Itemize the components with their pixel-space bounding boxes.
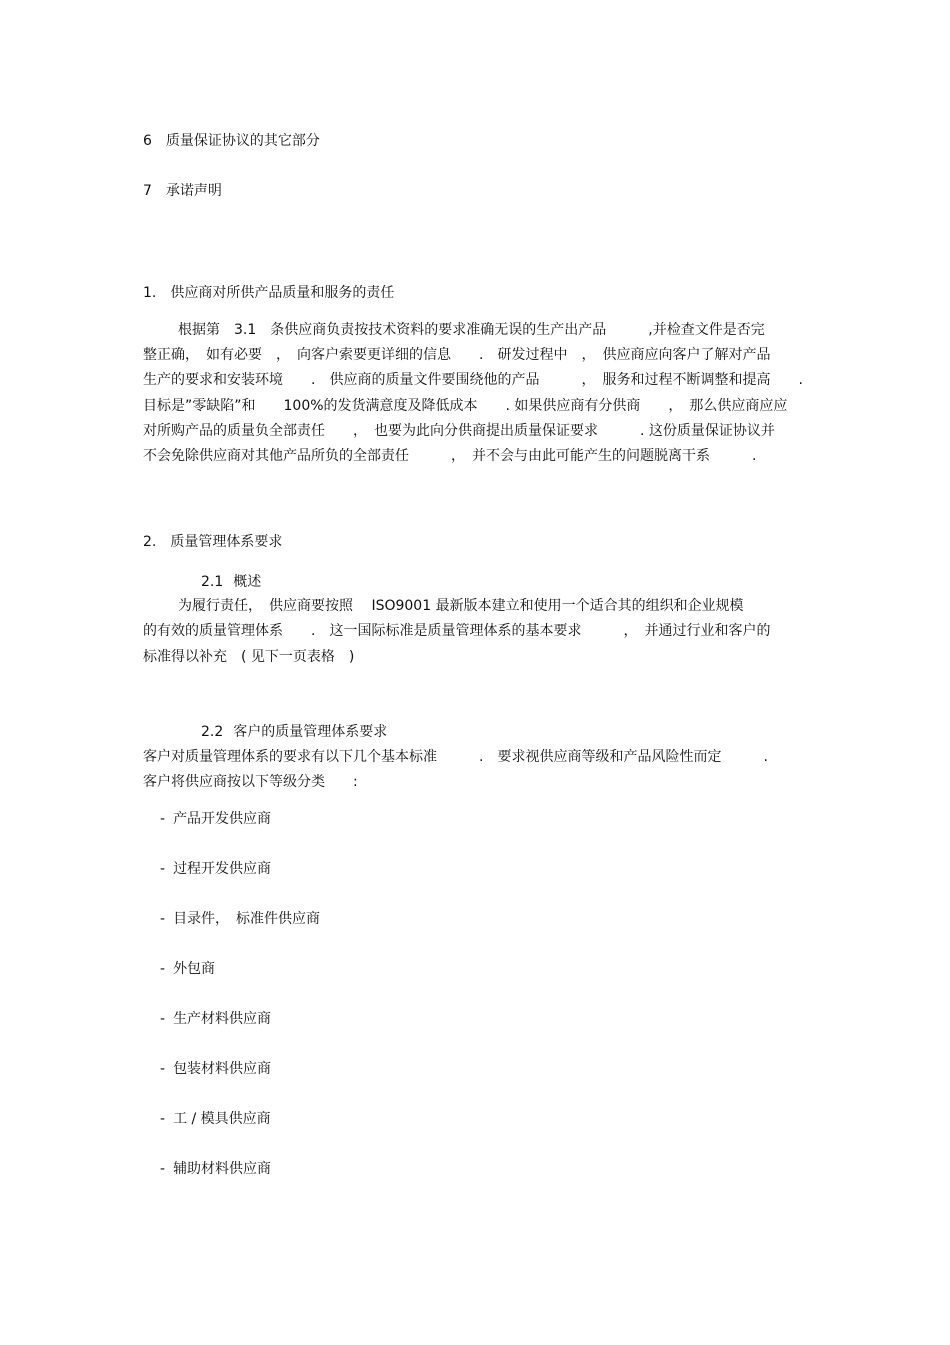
section-title: 供应商对所供产品质量和服务的责任: [170, 285, 395, 301]
section-1-paragraph-line: 生产的要求和安装环境 . 供应商的质量文件要围绕他的产品 ， 服务和过程不断调整和提高 .: [143, 372, 803, 388]
list-dash: -: [160, 861, 166, 877]
section-title: 质量管理体系要求: [170, 534, 283, 550]
list-item-text: 工 / 模具供应商: [173, 1111, 271, 1127]
list-item: [160, 860, 271, 878]
subsection-number: 2.2: [201, 724, 224, 740]
list-item-text: 产品开发供应商: [173, 811, 272, 827]
toc-text: 承诺声明: [165, 183, 222, 199]
subsection-title: 概述: [233, 574, 262, 590]
list-item: [160, 1010, 271, 1028]
list-dash: -: [160, 1111, 166, 1127]
subsection-title: 客户的质量管理体系要求: [233, 724, 388, 740]
list-item: [160, 960, 215, 978]
toc-item-7: [143, 182, 222, 200]
section-1-paragraph-line: 整正确， 如有必要 ， 向客户索要更详细的信息 . 研发过程中 ， 供应商应向客户了解对产品: [143, 347, 771, 363]
section-2-heading: [143, 533, 282, 551]
subsection-2-2-paragraph-line: 客户对质量管理体系的要求有以下几个基本标准 . 要求视供应商等级和产品风险性而定 .: [143, 749, 768, 765]
list-item: [160, 1160, 271, 1178]
section-1-paragraph-line: 根据第 3.1 条供应商负责按技术资料的要求准确无误的生产出产品 ,并检查文件是否完: [178, 322, 765, 338]
list-item-text: 过程开发供应商: [173, 861, 272, 877]
subsection-number: 2.1: [201, 574, 224, 590]
subsection-2-1-paragraph-line: 标准得以补充 ( 见下一页表格 ): [143, 649, 355, 665]
list-dash: -: [160, 811, 166, 827]
toc-number: 7: [143, 183, 152, 199]
section-1-heading: [143, 284, 394, 302]
toc-item-6: [143, 132, 320, 150]
toc-number: 6: [143, 133, 152, 149]
list-dash: -: [160, 1011, 166, 1027]
subsection-2-2-heading: [201, 723, 387, 741]
list-dash: -: [160, 911, 166, 927]
list-item-text: 生产材料供应商: [173, 1011, 272, 1027]
list-item: [160, 1060, 271, 1078]
subsection-2-1-paragraph-line: 的有效的质量管理体系 . 这一国际标准是质量管理体系的基本要求 ， 并通过行业和客户的: [143, 623, 771, 639]
list-item-text: 外包商: [173, 961, 216, 977]
section-1-paragraph-line: 目标是”零缺陷”和 100%的发货满意度及降低成本 . 如果供应商有分供商 ， 那么供应商应应: [143, 398, 788, 414]
list-item-text: 目录件， 标准件供应商: [173, 911, 321, 927]
toc-text: 质量保证协议的其它部分: [165, 133, 320, 149]
section-1-paragraph-line: 对所购产品的质量负全部责任 ， 也要为此向分供商提出质量保证要求 . 这份质量保证协议并: [143, 423, 775, 439]
list-item: [160, 910, 320, 928]
list-item: [160, 1110, 271, 1128]
list-dash: -: [160, 961, 166, 977]
list-dash: -: [160, 1161, 166, 1177]
list-item: [160, 810, 271, 828]
list-item-text: 包装材料供应商: [173, 1061, 272, 1077]
section-number: 2.: [143, 534, 157, 550]
subsection-2-1-paragraph-line: 为履行责任， 供应商要按照 ISO9001 最新版本建立和使用一个适合其的组织和企业规模: [178, 598, 744, 614]
section-number: 1.: [143, 285, 157, 301]
section-1-paragraph-line: 不会免除供应商对其他产品所负的全部责任 ， 并不会与由此可能产生的问题脱离干系 .: [143, 448, 757, 464]
subsection-2-2-paragraph-line: 客户将供应商按以下等级分类 :: [143, 774, 358, 790]
list-item-text: 辅助材料供应商: [173, 1161, 272, 1177]
list-dash: -: [160, 1061, 166, 1077]
subsection-2-1-heading: [201, 573, 261, 591]
